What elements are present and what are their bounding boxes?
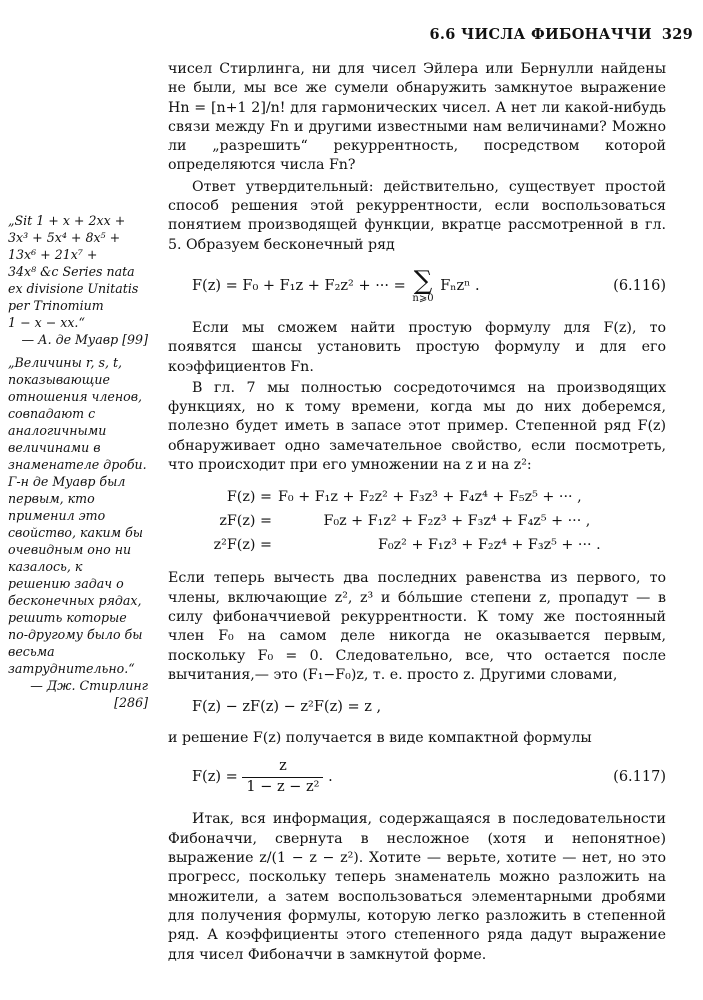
paragraph-4: В гл. 7 мы полностью сосредоточимся на производящих функциях, но к тому времени, когда мы до них доберемся, полезно будет иметь в запасе этот пример. Степенной ряд F(z) обнаруживает одно замечательное свойство, если посмотреть, что происходит при его умножении на z и на z²: <box>168 379 666 474</box>
eq116-rhs: Fₙzⁿ . <box>440 277 480 294</box>
main-text-column <box>168 60 666 965</box>
eq116-lhs: F(z) = F₀ + F₁z + F₂z² + ··· = <box>192 277 411 294</box>
fraction: $\frac{z}{\text{1 − z − z²}}$ <box>242 759 323 796</box>
paragraph-1: чисел Стирлинга, ни для чисел Эйлера или Бернулли найдены не были, мы все же сумели обнаружить замкнутое выражение Hn = [n+1 2]/n! для гармонических чисел. А нет ли какой-нибудь связи между Fn и другими известными нам величинами? Можно ли „разрешить“ рекуррентность, посредством которой определяются числа Fn? <box>168 61 666 174</box>
page-number: 329 <box>661 26 693 43</box>
equation-system <box>186 485 666 557</box>
system-row: zF(z) = F₀z + F₁z² + F₂z³ + F₃z⁴ + F₄z⁵ + ··· , <box>219 512 591 529</box>
margin-notes <box>8 212 148 711</box>
running-header <box>170 26 693 43</box>
system-row: F(z) = F₀ + F₁z + F₂z² + F₃z³ + F₄z⁴ + F₅z⁵ + ··· , <box>226 488 582 505</box>
paragraph-2: Ответ утвердительный: действительно, существует простой способ решения этой рекуррентности, если воспользоваться понятием производящей функции, вкратце рассмотренной в гл. 5. Образуем бесконечный ряд <box>168 178 666 253</box>
equation-6-116 <box>168 255 666 317</box>
margin-attribution: — Дж. Стирлинг <box>30 678 148 693</box>
paragraph-5: Если теперь вычесть два последних равенства из первого, то члены, включающие z², z³ и бо́льшие степени z, пропадут — в силу фибоначчиевой рекуррентности. К тому же постоянный член F₀ на самом деле никогда не оказывается первым, поскольку F₀ = 0. Следовательно, все, что остается после вычитания,— это (F₁−F₀)z, т. е. просто z. Другими словами, <box>168 570 666 683</box>
equation-difference: F(z) − zF(z) − z²F(z) = z , <box>192 699 382 716</box>
paragraph-6: и решение F(z) получается в виде компактной формулы <box>168 730 592 747</box>
paragraph-7: Итак, вся информация, содержащаяся в последовательности Фибоначчи, свернута в несложное (хотя и непонятное) выражение z/(1 − z − z²). Хотите — верьте, хотите — нет, но это прогресс, поскольку теперь знаменатель можно разложить на множители, а затем воспользоваться элементарными дробями для получения формулы, которую легко разложить в степенной ряд. А коэффициенты этого степенного ряда дадут выражение для чисел Фибоначчи в замкнутой форме. <box>168 811 666 963</box>
margin-attribution: — А. де Муавр [99] <box>21 332 148 347</box>
system-row: z²F(z) = F₀z² + F₁z³ + F₂z⁴ + F₃z⁵ + ··· . <box>213 536 601 553</box>
equation-6-117: F(z) = $\frac{z}{\text{1 − z − z²}}$ . (6.117) <box>168 748 666 806</box>
equation-number-6-116: (6.116) <box>613 277 666 294</box>
equation-number-6-117: (6.117) <box>613 769 666 786</box>
sum-symbol: ∑ n⩾0 <box>412 265 434 304</box>
margin-quote-stirling: „Величины r, s, t, показывающие отношения членов, совпадают с аналогичными величинами в знаменателе дроби. Г-н де Муавр был первым, кто применил это свойство, каким бы очевидным оно ни казалось, к решению задач о бесконечных рядах, решить которые по-другому было бы весьма затруднительно.“ — Дж. Стирлинг [286] <box>8 355 148 710</box>
margin-reference: [286] <box>114 695 148 710</box>
paragraph-3: Если мы сможем найти простую формулу для F(z), то появятся шансы установить простую формулу и для его коэффициентов Fn. <box>168 319 666 375</box>
margin-quote-de-moivre: „Sit 1 + x + 2xx + 3x³ + 5x⁴ + 8x⁵ + 13x⁶ + 21x⁷ + 34x⁸ &c Series nata ex divisione Unitatis per Trinomium 1 − x − xx.“ — А. де Муавр [99] <box>8 213 148 347</box>
section-title: 6.6 ЧИСЛА ФИБОНАЧЧИ <box>429 26 652 43</box>
